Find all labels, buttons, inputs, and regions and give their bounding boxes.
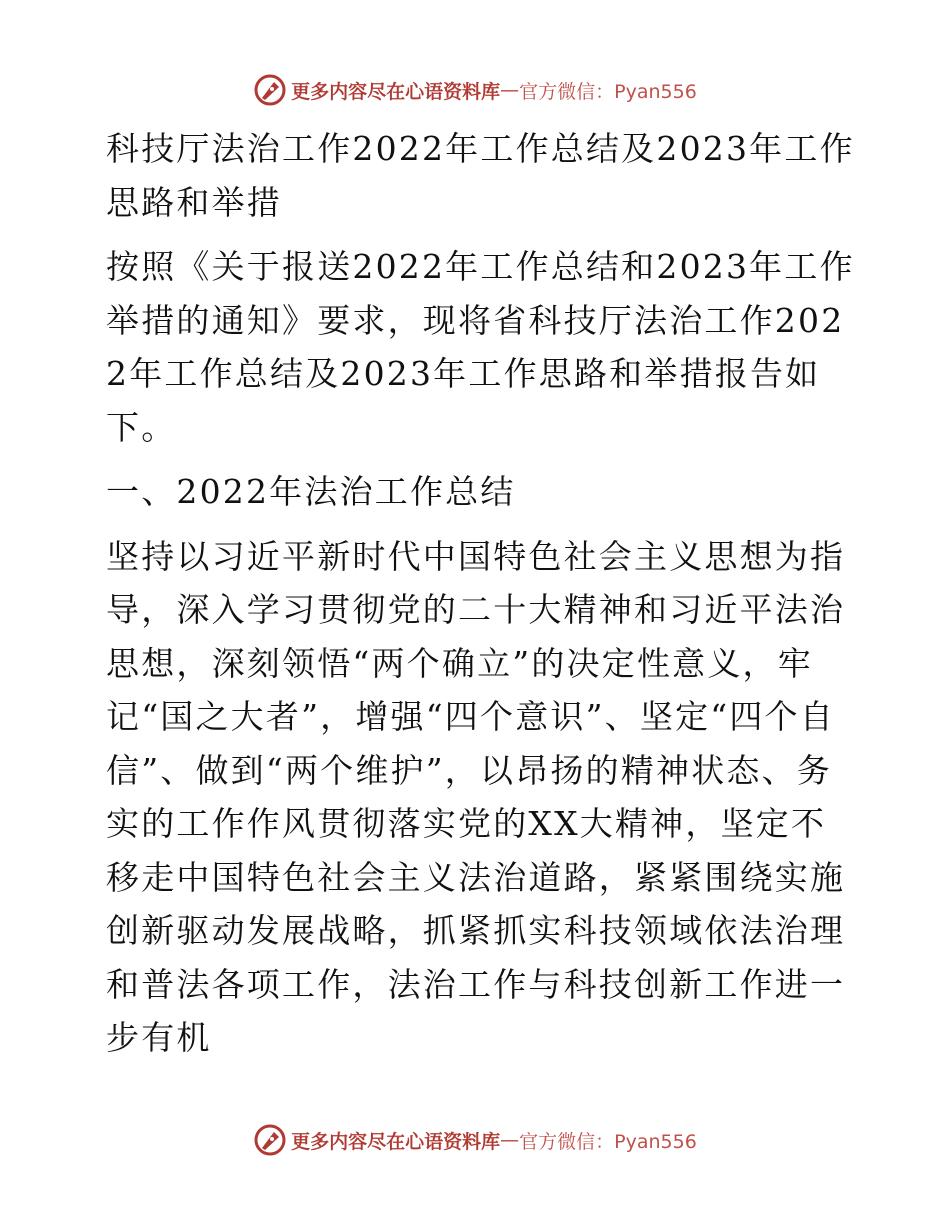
watermark-contact: 官方微信：Pyan556 (519, 1130, 697, 1153)
pen-nib-circle-icon (253, 1123, 287, 1157)
section-heading: 一、2022年法治工作总结 (106, 472, 516, 511)
section-body-paragraph: 坚持以习近平新时代中国特色社会主义思想为指导，深入学习贯彻党的二十大精神和习近平法治思想，深刻领悟“两个确立”的决定性意义，牢记“国之大者”，增强“四个意识”、坚定“四个自信”、做到“两个维护”，以昂扬的精神状态、务实的工作作风贯彻落实党的XX大精神，坚定不移走中国特色社会主义法治道路，紧紧围绕实施创新驱动发展战略，抓紧抓实科技领域依法治理和普法各项工作，法治工作与科技创新工作进一步有机 (106, 536, 846, 1057)
intro-paragraph: 按照《关于报送2022年工作总结和2023年工作举措的通知》要求，现将省科技厅法治工作2022年工作总结及2023年工作思路和举措报告如下。 (106, 247, 855, 447)
watermark-separator: — (500, 79, 520, 101)
watermark-contact: 官方微信：Pyan556 (519, 80, 697, 103)
watermark-brand: 更多内容尽在心语资料库 (291, 80, 501, 103)
header-watermark (0, 70, 950, 110)
document-title: 科技厅法治工作2022年工作总结及2023年工作思路和举措 (106, 129, 855, 222)
watermark-brand: 更多内容尽在心语资料库 (291, 1130, 501, 1153)
document-body (98, 122, 858, 1065)
watermark-separator: — (500, 1129, 520, 1151)
pen-nib-circle-icon (253, 73, 287, 107)
footer-watermark (0, 1120, 950, 1160)
